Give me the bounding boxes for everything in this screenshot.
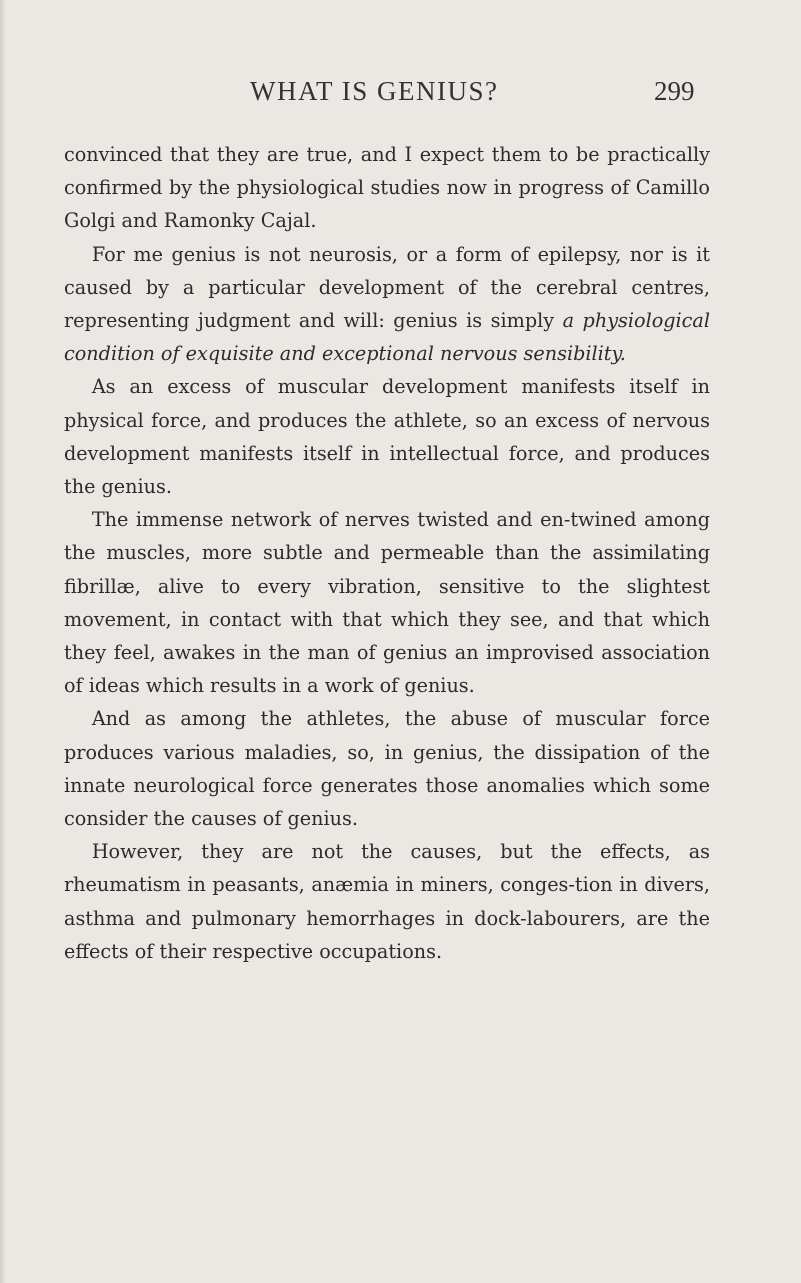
body-text	[64, 138, 710, 968]
paragraph: As an excess of muscular development manifests itself in physical force, and produces the athlete, so an excess of nervous development manifests itself in intellectual force, and produces the genius.	[64, 375, 710, 499]
paragraph: convinced that they are true, and I expect them to be practically confirmed by the physiological studies now in progress of Camillo Golgi and Ramonky Cajal.	[64, 143, 710, 233]
paragraph: However, they are not the causes, but the effects, as rheumatism in peasants, anæmia in miners, conges-tion in divers, asthma and pulmonary hemorrhages in dock-labourers, are the effects of their respective occupations.	[64, 840, 710, 963]
paragraph: The immense network of nerves twisted and en-twined among the muscles, more subtle and permeable than the assimilating fibrillæ, alive to every vibration, sensitive to the slightest movement, in contact with that which they see, and that which they feel, awakes in the man of genius an improvised association of ideas which results in a work of genius.	[64, 508, 710, 698]
paragraph: And as among the athletes, the abuse of muscular force produces various maladies, so, in genius, the dissipation of the innate neurological force generates those anomalies which some consider the causes of genius.	[64, 707, 710, 831]
paragraph-text: For me genius is not neurosis, or a form of epilepsy, nor is it caused by a particular development of the cerebral centres, representing judgment and will: genius is simply	[64, 242, 710, 333]
paragraph	[64, 238, 710, 371]
emphasized-definition: a physiological condition of exquisite and exceptional nervous sensibility.	[64, 309, 711, 366]
running-title: WHAT IS GENIUS?	[250, 76, 499, 106]
page-number: 299	[654, 76, 695, 106]
page-edge	[0, 0, 6, 1283]
page-header	[0, 76, 801, 116]
